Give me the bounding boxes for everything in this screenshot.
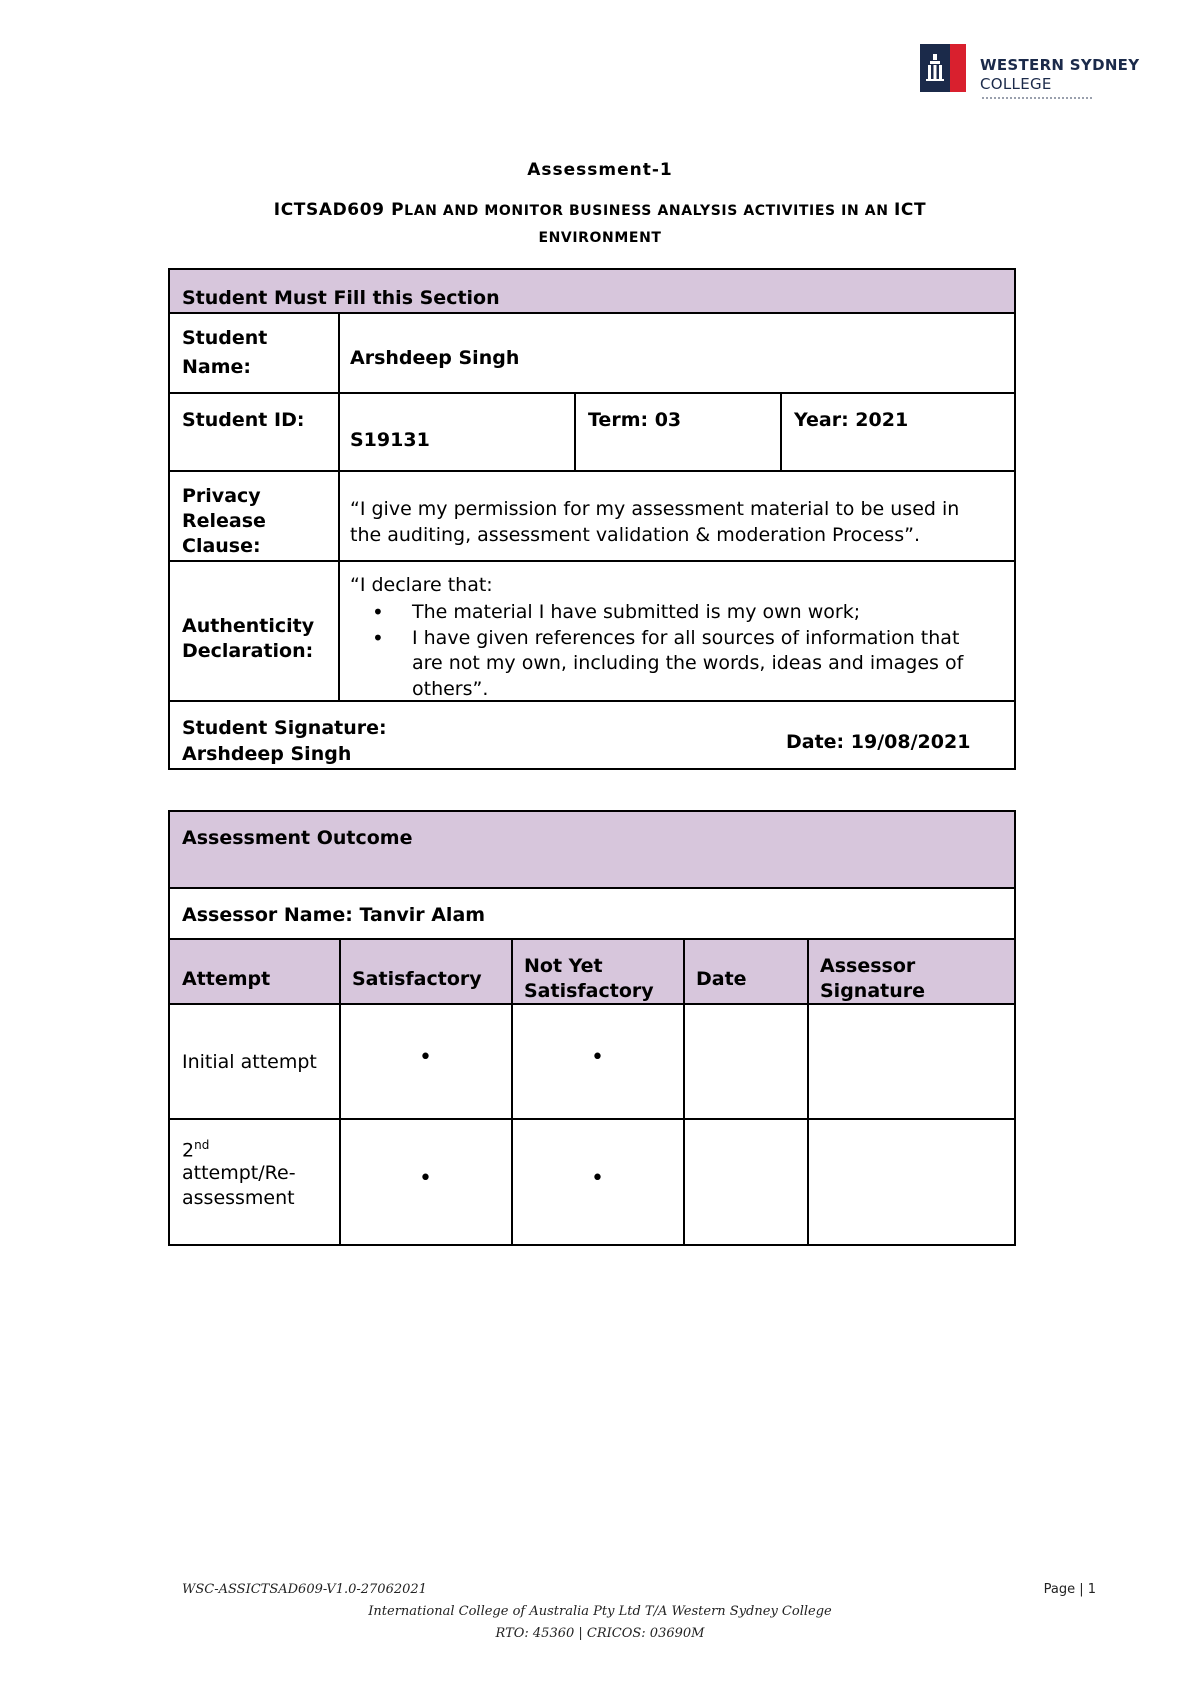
attempt-cell — [170, 1120, 341, 1246]
logo-name-line1: WESTERN SYDNEY — [980, 56, 1140, 74]
student-name-label-2: Name: — [182, 356, 252, 378]
privacy-text-cell — [340, 472, 1014, 560]
col-satisfactory — [341, 940, 513, 1003]
table-row — [170, 1120, 1014, 1246]
unit-name-part: LAN AND MONITOR BUSINESS ANALYSIS ACTIVITIES IN AN — [404, 203, 894, 219]
unit-title-line1 — [0, 200, 1200, 220]
outcome-heading: Assessment Outcome — [182, 827, 413, 849]
col-assessor-label-1: Assessor — [820, 955, 916, 977]
outcome-header — [170, 812, 1014, 889]
col-date-label: Date — [696, 968, 747, 990]
attempt-ordinal: nd — [194, 1138, 210, 1152]
satisfactory-bullet: • — [419, 1166, 432, 1191]
col-date — [685, 940, 809, 1003]
authenticity-row — [170, 562, 1014, 702]
authenticity-item: • The material I have submitted is my own work; — [392, 600, 972, 626]
student-section-header — [170, 270, 1014, 314]
attempt-label-line1 — [182, 1132, 209, 1163]
unit-title-line2: ENVIRONMENT — [538, 230, 662, 246]
assessor-signature-cell[interactable] — [809, 1005, 1014, 1118]
college-crest-icon — [920, 44, 966, 92]
student-section-table — [168, 268, 1016, 770]
student-id-row — [170, 394, 1014, 472]
unit-name-end: ICT — [893, 200, 927, 220]
attempt-label-line3: assessment — [182, 1187, 295, 1209]
student-name-label-1: Student — [182, 327, 268, 349]
student-name-row — [170, 314, 1014, 394]
footer-rto: RTO: 45360 | CRICOS: 03690M — [495, 1626, 705, 1641]
outcome-columns-row — [170, 940, 1014, 1005]
privacy-row — [170, 472, 1014, 562]
attempt-label-line2: attempt/Re- — [182, 1162, 296, 1184]
privacy-label-cell — [170, 472, 340, 560]
privacy-label-1: Privacy — [182, 485, 261, 507]
col-attempt — [170, 940, 341, 1003]
attempt-cell — [170, 1005, 341, 1118]
authenticity-text-cell — [340, 562, 1014, 700]
authenticity-label-2: Declaration: — [182, 640, 314, 662]
attempt-label: Initial attempt — [182, 1051, 317, 1073]
signature-row — [170, 702, 1014, 768]
authenticity-label-cell — [170, 562, 340, 700]
privacy-label-2: Release — [182, 510, 266, 532]
year-label: Year: 2021 — [794, 409, 909, 431]
signature-value: Arshdeep Singh — [182, 743, 352, 765]
table-row — [170, 1005, 1014, 1120]
college-logo — [920, 44, 1140, 106]
authenticity-intro: “I declare that: — [350, 574, 493, 596]
not-yet-bullet: • — [591, 1045, 604, 1070]
logo-name-line2: COLLEGE — [980, 75, 1052, 93]
term-label: Term: 03 — [588, 409, 682, 431]
attempt-number: 2 — [182, 1139, 195, 1162]
student-name-value-cell[interactable] — [340, 314, 1014, 392]
authenticity-list — [392, 600, 972, 702]
satisfactory-bullet: • — [419, 1045, 432, 1070]
footer-organisation: International College of Australia Pty Ltd T/A Western Sydney College — [368, 1604, 832, 1619]
authenticity-label-1: Authenticity — [182, 615, 315, 637]
col-attempt-label: Attempt — [182, 968, 271, 990]
assessor-signature-cell[interactable] — [809, 1120, 1014, 1246]
col-satisfactory-label: Satisfactory — [352, 968, 482, 990]
student-name-label-cell — [170, 314, 340, 392]
footer-doc-code: WSC-ASSICTSAD609-V1.0-27062021 — [182, 1582, 427, 1597]
assessor-name: Assessor Name: Tanvir Alam — [182, 904, 486, 926]
unit-code: ICTSAD609 P — [273, 200, 405, 220]
logo-tagline — [982, 97, 1092, 102]
privacy-text-line2: the auditing, assessment validation & moderation Process”. — [350, 524, 920, 546]
col-assessor-label-2: Signature — [820, 980, 926, 1002]
assessor-name-row — [170, 889, 1014, 940]
student-id-label-cell — [170, 394, 340, 470]
assessment-outcome-table — [168, 810, 1016, 1246]
footer-page-number: Page | 1 — [1043, 1582, 1096, 1597]
date-cell[interactable] — [685, 1005, 809, 1118]
date-label: Date: 19/08/2021 — [786, 731, 971, 753]
col-not-yet-label-2: Satisfactory — [524, 980, 654, 1002]
col-assessor-signature — [809, 940, 1014, 1003]
not-yet-cell[interactable] — [513, 1120, 685, 1246]
satisfactory-cell[interactable] — [341, 1120, 513, 1246]
signature-label: Student Signature: — [182, 717, 387, 739]
not-yet-cell[interactable] — [513, 1005, 685, 1118]
student-id-value: S19131 — [350, 429, 430, 451]
authenticity-item: • I have given references for all sources of information that are not my own, including the words, ideas and images of others”. — [392, 626, 972, 703]
not-yet-bullet: • — [591, 1166, 604, 1191]
student-name-value: Arshdeep Singh — [350, 347, 520, 369]
student-id-label: Student ID: — [182, 409, 305, 431]
col-not-yet-label-1: Not Yet — [524, 955, 603, 977]
assessment-title: Assessment-1 — [527, 160, 673, 180]
date-cell[interactable] — [685, 1120, 809, 1246]
privacy-label-3: Clause: — [182, 535, 261, 557]
term-cell[interactable] — [576, 394, 782, 470]
student-id-value-cell[interactable] — [340, 394, 576, 470]
privacy-text-line1: “I give my permission for my assessment material to be used in — [350, 498, 960, 520]
col-not-yet — [513, 940, 685, 1003]
satisfactory-cell[interactable] — [341, 1005, 513, 1118]
year-cell[interactable] — [782, 394, 1014, 470]
student-section-heading: Student Must Fill this Section — [182, 287, 500, 309]
